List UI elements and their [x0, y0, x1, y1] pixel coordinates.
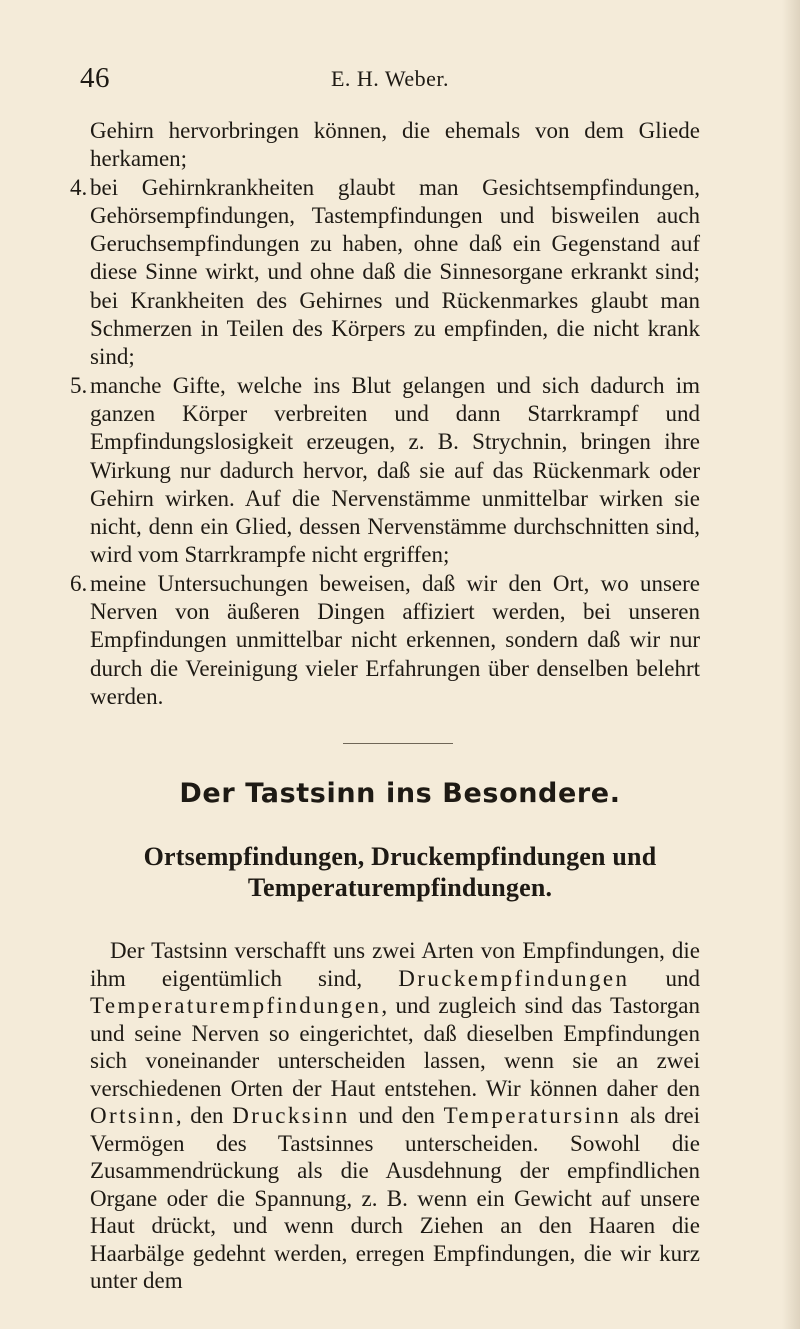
list-item — [70, 570, 700, 711]
section-title: Der Tastsinn ins Besondere. — [179, 778, 621, 809]
section-subtitle-line-1: Ortsempfindungen, Druckempfindungen und — [143, 842, 657, 871]
body-text-run: und den — [349, 1103, 444, 1128]
list-item-text: bei Gehirnkrankheiten glaubt man Gesichtsempfindungen, Gehörsempfindungen, Tastempfindungen und bisweilen auch Geruchsempfindungen zu haben, ohne daß ein Gegenstand auf diese Sinne wirkt, und ohne daß die Sinnesorgane erkrankt sind; bei Krankheiten des Gehirnes und Rückenmarkes glaubt man Schmerzen in Teilen des Körpers zu empfinden, die nicht krank sind; — [90, 174, 700, 370]
list-item-continuation: Gehirn hervorbringen können, die ehemals von dem Gliede herkamen; — [90, 118, 700, 172]
term-druckempfindungen: Druckempfindungen — [398, 965, 630, 991]
body-text-run: , den — [175, 1103, 233, 1128]
section-divider — [343, 743, 453, 744]
term-temperatursinn: Temperatursinn — [443, 1103, 622, 1128]
list-item-number: 6. — [70, 570, 88, 596]
term-ortsinn: Ortsinn — [90, 1103, 176, 1128]
numbered-list — [70, 117, 700, 711]
body-text-run: Der Tastsinn verschafft uns zwei Arten von Empfindungen, die ihm eigentümlich sind, — [90, 938, 700, 991]
page-number: 46 — [80, 62, 110, 94]
list-item-text: manche Gifte, welche ins Blut gelangen und sich dadurch im ganzen Körper verbreiten und dann Starrkrampf und Empfindungslosigkeit erzeugen, z. B. Strychnin, bringen ihre Wirkung nur dadurch hervor, daß sie auf das Rückenmark oder Gehirn wirken. Auf die Nervenstämme unmittelbar wirken sie nicht, denn ein Glied, dessen Nervenstämme durchschnitten sind, wird vom Starrkrampfe nicht ergriffen; — [90, 372, 700, 568]
body-text-run: als drei Vermögen des Tastsinnes unterscheiden. Sowohl die Zusammendrückung als die Ausdehnung der empfindlichen Organe oder die Spannung, z. B. wenn ein Gewicht auf unsere Haut drückt, und wenn durch Ziehen an den Haaren die Haarbälge gedehnt werden, erregen Empfindungen, die wir kurz unter dem — [90, 1103, 700, 1293]
body-text-run: , und zugleich sind das Tastorgan und seine Nerven so eingerichtet, daß dieselben Empfindungen sich voneinander unterscheiden lassen, wenn sie an zwei verschiedenen Orten der Haut entstehen. Wir können daher den — [90, 993, 700, 1101]
page-header — [80, 62, 700, 102]
page-edge-shadow — [782, 0, 800, 1329]
list-item — [70, 174, 700, 372]
body-paragraph — [90, 937, 700, 1295]
list-item-number: 4. — [70, 174, 88, 200]
list-item-text: meine Untersuchungen beweisen, daß wir den Ort, wo unsere Nerven von äußeren Dingen affiziert werden, bei unseren Empfindungen unmittelbar nicht erkennen, sondern daß wir nur durch die Vereinigung vieler Erfahrungen über denselben belehrt werden. — [90, 570, 700, 709]
running-head: E. H. Weber. — [330, 66, 450, 91]
section-subtitle-line-2: Temperaturempfindungen. — [247, 873, 553, 902]
term-drucksinn: Drucksinn — [232, 1103, 350, 1128]
list-item-number: 5. — [70, 372, 88, 398]
body-text-run: und — [629, 965, 701, 991]
term-temperaturempfindungen: Temperaturempfindungen — [90, 993, 382, 1018]
list-item — [70, 372, 700, 570]
